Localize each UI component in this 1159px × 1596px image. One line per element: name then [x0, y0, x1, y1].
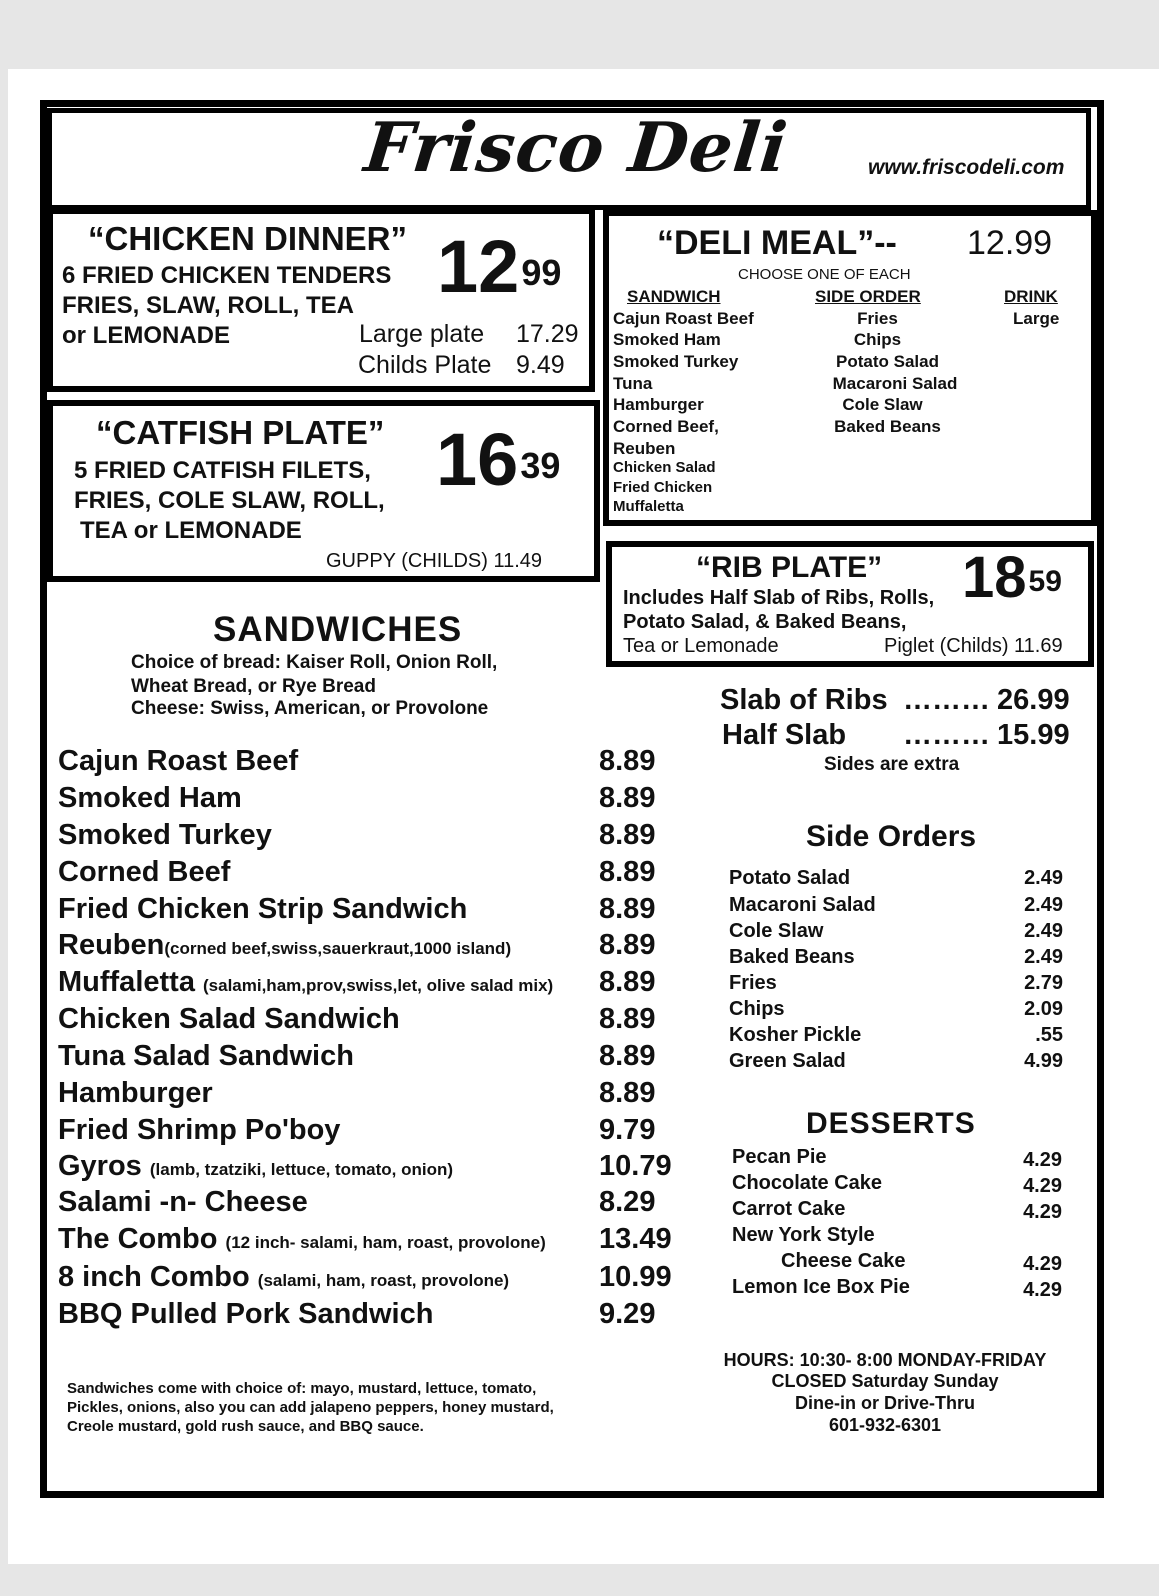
- deli-sandwich-9: Fried Chicken: [613, 479, 713, 496]
- sandwich-price: 8.89: [599, 1077, 656, 1109]
- half-slab-price: 15.99: [997, 719, 1070, 751]
- sandwich-row: [58, 893, 698, 929]
- sandwich-price: 10.99: [599, 1261, 672, 1293]
- large-plate-label: Large plate: [359, 320, 485, 348]
- phone-number[interactable]: 601-932-6301: [828, 1415, 942, 1435]
- sandwich-price: 13.49: [599, 1223, 672, 1255]
- deli-sandwich-7: Reuben: [613, 439, 676, 458]
- sandwich-name: [58, 929, 511, 962]
- price-dollars: 16: [436, 418, 519, 501]
- condiments-note-3: Creole mustard, gold rush sauce, and BBQ sauce.: [67, 1418, 424, 1435]
- sandwich-row: [58, 1077, 698, 1113]
- deli-sandwich-2: Smoked Ham: [613, 330, 721, 349]
- sandwich-name-text: Chicken Salad Sandwich: [58, 1003, 400, 1035]
- sandwich-row: [58, 819, 698, 855]
- sandwich-name-text: Cajun Roast Beef: [58, 745, 299, 777]
- sandwich-name: [58, 1261, 509, 1294]
- dessert-row: [732, 1276, 1062, 1302]
- hours-text: HOURS: 10:30- 8:00 MONDAY-FRIDAY: [723, 1350, 1047, 1370]
- dessert-name: Carrot Cake: [732, 1198, 846, 1220]
- half-slab-label: Half Slab: [722, 719, 847, 751]
- closed-days-text: CLOSED Saturday Sunday: [771, 1371, 999, 1391]
- sandwich-name-text: Smoked Ham: [58, 782, 242, 814]
- side-orders-heading: Side Orders: [806, 820, 977, 853]
- sandwich-name-text: Gyros: [58, 1150, 150, 1182]
- side-order-price: 2.09: [1024, 998, 1063, 1020]
- chicken-dinner-line1: 6 FRIED CHICKEN TENDERS: [62, 262, 392, 289]
- sandwich-name-text: Corned Beef: [58, 856, 231, 888]
- sandwich-name-text: BBQ Pulled Pork Sandwich: [58, 1298, 434, 1330]
- deli-sandwich-6: Corned Beef,: [613, 417, 719, 436]
- deli-sandwich-3: Smoked Turkey: [613, 352, 739, 371]
- side-order-price: 2.49: [1024, 867, 1063, 889]
- large-plate-price: 17.29: [516, 320, 579, 348]
- side-order-name: Green Salad: [729, 1050, 846, 1072]
- dessert-price: 4.29: [1023, 1253, 1062, 1275]
- side-order-name: Macaroni Salad: [729, 894, 876, 916]
- sandwich-name: [58, 782, 242, 815]
- sandwich-description: (12 inch- salami, ham, roast, provolone): [225, 1233, 546, 1252]
- side-order-row: [729, 972, 1063, 998]
- dessert-name: Lemon Ice Box Pie: [732, 1276, 910, 1298]
- sandwich-name-text: Reuben: [58, 929, 165, 961]
- sandwich-name-text: Hamburger: [58, 1077, 213, 1109]
- deli-side-6: Baked Beans: [834, 417, 941, 436]
- price-dollars: 18: [962, 545, 1027, 610]
- rib-plate-line1: Includes Half Slab of Ribs, Rolls,: [623, 587, 935, 609]
- sandwich-row: [58, 1150, 698, 1186]
- chicken-dinner-line3: or LEMONADE: [62, 322, 230, 349]
- sandwich-row: [58, 929, 698, 965]
- deli-sandwich-10: Muffaletta: [613, 498, 684, 515]
- side-order-row: [729, 946, 1063, 972]
- side-order-row: [729, 998, 1063, 1024]
- dessert-price: 4.29: [1023, 1149, 1062, 1171]
- sandwich-row: [58, 966, 698, 1002]
- dessert-name: Pecan Pie: [732, 1146, 827, 1168]
- sandwich-name-text: Tuna Salad Sandwich: [58, 1040, 354, 1072]
- deli-side-4: Macaroni Salad: [832, 374, 958, 393]
- sandwich-name: [58, 1114, 340, 1147]
- desserts-heading: DESSERTS: [806, 1107, 976, 1140]
- sandwich-price: 8.89: [599, 1040, 656, 1072]
- deli-side-3: Potato Salad: [836, 352, 939, 371]
- sandwich-name: [58, 856, 230, 889]
- dessert-price: 4.29: [1023, 1201, 1062, 1223]
- sandwich-row: [58, 1040, 698, 1076]
- sandwich-name: [58, 1003, 400, 1036]
- side-order-price: 2.49: [1024, 946, 1063, 968]
- side-order-row: [729, 920, 1063, 946]
- service-text: Dine-in or Drive-Thru: [794, 1393, 975, 1413]
- side-order-price: 2.49: [1024, 894, 1063, 916]
- catfish-plate-line1: 5 FRIED CATFISH FILETS,: [74, 457, 371, 484]
- sandwich-name: [58, 1150, 453, 1183]
- sandwich-row: [58, 1186, 698, 1222]
- sandwich-description: (salami, ham, roast, provolone): [257, 1271, 510, 1290]
- deli-drink-1: Large: [1013, 309, 1060, 328]
- bread-choice-line2: Wheat Bread, or Rye Bread: [131, 676, 376, 697]
- sandwich-row: [58, 1003, 698, 1039]
- price-cents: 99: [521, 252, 562, 293]
- sandwich-name: [58, 819, 272, 852]
- sandwich-row: [58, 856, 698, 892]
- condiments-note-1: Sandwiches come with choice of: mayo, mustard, lettuce, tomato,: [67, 1380, 537, 1397]
- sandwich-price: 8.89: [599, 929, 656, 961]
- price-cents: 39: [520, 445, 561, 486]
- side-order-price: .55: [1035, 1024, 1063, 1046]
- dessert-name: New York Style: [732, 1224, 875, 1246]
- sandwich-price: 8.89: [599, 856, 656, 888]
- deli-meal-instruction: CHOOSE ONE OF EACH: [738, 266, 911, 283]
- deli-sandwich-8: Chicken Salad: [613, 459, 716, 476]
- side-order-row: [729, 867, 1063, 893]
- sandwich-price: 8.89: [599, 966, 656, 998]
- deli-meal-col-drink: DRINK: [1004, 287, 1058, 306]
- deli-side-2: Chips: [853, 330, 902, 349]
- side-order-name: Fries: [729, 972, 777, 994]
- child-plate-price: 9.49: [516, 351, 565, 379]
- catfish-plate-line3: TEA or LEMONADE: [80, 517, 302, 544]
- deli-side-5: Cole Slaw: [842, 395, 923, 414]
- side-order-name: Chips: [729, 998, 785, 1020]
- dessert-row: [732, 1146, 1062, 1172]
- dessert-row: [732, 1198, 1062, 1224]
- sandwich-name-text: Muffaletta: [58, 966, 203, 998]
- sandwich-name: [58, 1186, 308, 1219]
- sandwich-row: [58, 1298, 698, 1334]
- sandwich-price: 8.89: [599, 1003, 656, 1035]
- dessert-row: [781, 1250, 1062, 1276]
- deli-meal-price: 12.99: [967, 224, 1053, 262]
- rib-plate-price: [962, 545, 1062, 610]
- side-order-row: [729, 1050, 1063, 1076]
- sandwich-description: (corned beef,swiss,sauerkraut,1000 island): [164, 939, 512, 958]
- half-slab-dots: ………: [903, 719, 990, 751]
- sandwich-name-text: Fried Shrimp Po'boy: [58, 1114, 341, 1146]
- sandwich-row: [58, 745, 698, 781]
- chicken-dinner-line2: FRIES, SLAW, ROLL, TEA: [62, 292, 355, 319]
- sandwiches-heading: SANDWICHES: [213, 610, 463, 649]
- sandwich-name: [58, 966, 553, 999]
- side-order-price: 2.49: [1024, 920, 1063, 942]
- sandwich-name-text: The Combo: [58, 1223, 226, 1255]
- sandwich-price: 9.29: [599, 1298, 656, 1330]
- sandwich-name: [58, 1223, 546, 1256]
- sandwich-price: 8.89: [599, 782, 656, 814]
- sandwich-price: 8.89: [599, 893, 656, 925]
- deli-sandwich-1: Cajun Roast Beef: [613, 309, 754, 328]
- dessert-name: Cheese Cake: [781, 1250, 906, 1272]
- deli-sandwich-5: Hamburger: [613, 395, 704, 414]
- sandwich-row: [58, 782, 698, 818]
- sandwich-price: 9.79: [599, 1114, 656, 1146]
- dessert-price: 4.29: [1023, 1175, 1062, 1197]
- sandwich-description: (salami,ham,prov,swiss,let, olive salad mix): [203, 976, 554, 995]
- catfish-plate-title: “CATFISH PLATE”: [96, 414, 385, 451]
- deli-side-1: Fries: [857, 309, 898, 328]
- sandwich-name: [58, 1077, 213, 1110]
- sandwich-row: [58, 1223, 698, 1259]
- catfish-plate-line2: FRIES, COLE SLAW, ROLL,: [74, 487, 385, 514]
- deli-meal-col-side: SIDE ORDER: [815, 287, 921, 306]
- price-cents: 59: [1028, 565, 1062, 598]
- catfish-plate-price: [436, 418, 561, 501]
- sandwich-name: [58, 745, 298, 778]
- sandwich-price: 8.89: [599, 819, 656, 851]
- side-order-name: Baked Beans: [729, 946, 855, 968]
- side-order-price: 4.99: [1024, 1050, 1063, 1072]
- child-plate-label: Childs Plate: [358, 351, 492, 379]
- guppy-childs-price: GUPPY (CHILDS) 11.49: [326, 550, 543, 572]
- sandwich-name-text: Fried Chicken Strip Sandwich: [58, 893, 468, 925]
- piglet-childs-price: Piglet (Childs) 11.69: [884, 635, 1063, 657]
- rib-plate-title: “RIB PLATE”: [696, 551, 883, 584]
- side-order-name: Kosher Pickle: [729, 1024, 862, 1046]
- sandwich-row: [58, 1114, 698, 1150]
- deli-meal-col-sandwich: SANDWICH: [627, 287, 721, 306]
- rib-plate-line2: Potato Salad, & Baked Beans,: [623, 611, 907, 633]
- deli-sandwich-4: Tuna: [613, 374, 653, 393]
- side-order-name: Cole Slaw: [729, 920, 824, 942]
- sandwich-name: [58, 1298, 433, 1331]
- slab-of-ribs-label: Slab of Ribs: [720, 684, 888, 716]
- deli-meal-title: “DELI MEAL”--: [657, 224, 897, 262]
- bread-choice-line1: Choice of bread: Kaiser Roll, Onion Roll,: [131, 652, 498, 673]
- sandwich-row: [58, 1261, 698, 1297]
- price-dollars: 12: [437, 225, 520, 308]
- sandwich-price: 8.29: [599, 1186, 656, 1218]
- sandwich-price: 8.89: [599, 745, 656, 777]
- dessert-name: Chocolate Cake: [732, 1172, 883, 1194]
- sandwich-name: [58, 1040, 354, 1073]
- chicken-dinner-price: [437, 225, 562, 308]
- rib-plate-line3: Tea or Lemonade: [623, 635, 779, 657]
- restaurant-title: Frisco Deli: [360, 108, 792, 188]
- side-order-row: [729, 894, 1063, 920]
- sides-extra-note: Sides are extra: [824, 754, 960, 775]
- sandwich-name-text: Salami -n- Cheese: [58, 1186, 308, 1218]
- sandwich-name-text: Smoked Turkey: [58, 819, 272, 851]
- slab-of-ribs-dots: ………: [903, 684, 990, 716]
- condiments-note-2: Pickles, onions, also you can add jalapeno peppers, honey mustard,: [67, 1399, 554, 1416]
- slab-of-ribs-price: 26.99: [997, 684, 1070, 716]
- dessert-row: [732, 1172, 1062, 1198]
- website-link[interactable]: www.friscodeli.com: [868, 156, 1065, 179]
- side-order-row: [729, 1024, 1063, 1050]
- dessert-row: [732, 1224, 1062, 1250]
- sandwich-name-text: 8 inch Combo: [58, 1261, 258, 1293]
- sandwich-name: [58, 893, 467, 926]
- chicken-dinner-title: “CHICKEN DINNER”: [88, 220, 408, 257]
- cheese-choice: Cheese: Swiss, American, or Provolone: [131, 698, 489, 719]
- side-order-name: Potato Salad: [729, 867, 851, 889]
- sandwich-description: (lamb, tzatziki, lettuce, tomato, onion): [149, 1160, 454, 1179]
- side-order-price: 2.79: [1024, 972, 1063, 994]
- sandwich-price: 10.79: [599, 1150, 672, 1182]
- dessert-price: 4.29: [1023, 1279, 1062, 1301]
